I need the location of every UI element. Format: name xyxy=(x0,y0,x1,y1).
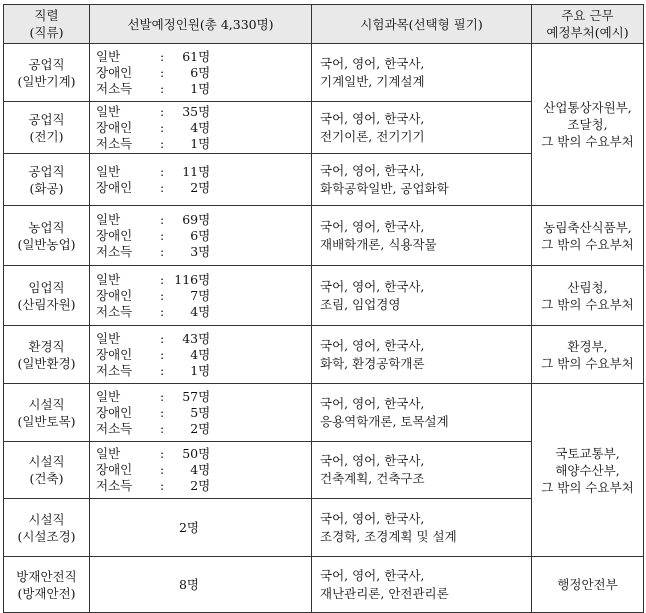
count-value: 2명 xyxy=(190,420,211,436)
subject-line: 조림, 임업경영 xyxy=(320,296,401,312)
exam-subjects-cell xyxy=(312,557,532,613)
count-line xyxy=(96,81,305,97)
job-series-text: (건축) xyxy=(29,471,64,486)
subject-line: 국어, 영어, 한국사, xyxy=(320,337,425,353)
job-series-text: 시설직 xyxy=(28,454,65,469)
count-colon: : xyxy=(160,478,165,493)
count-value: 4명 xyxy=(190,462,211,477)
subject-line: 국어, 영어, 한국사, xyxy=(320,567,425,583)
count-colon: : xyxy=(160,227,165,243)
subject-line: 국어, 영어, 한국사, xyxy=(320,395,425,411)
department-line: 해양수산부, xyxy=(555,462,620,478)
header-job-series xyxy=(4,5,90,44)
planned-count-cell: 2명 xyxy=(90,499,312,557)
job-series-text: (일반기계) xyxy=(17,73,76,89)
exam-subjects-cell xyxy=(312,326,532,384)
department-cell xyxy=(532,384,644,557)
department-cell xyxy=(532,44,644,206)
count-value: 50명 xyxy=(182,446,211,461)
subject-line: 재난관리론, 안전관리론 xyxy=(320,585,449,601)
exam-subjects-cell xyxy=(312,102,532,154)
department-cell xyxy=(532,206,644,266)
department-line: 그 밖의 수요부처 xyxy=(541,134,634,149)
job-series-text: 임업직 xyxy=(28,279,65,295)
count-line xyxy=(96,65,305,81)
planned-count-cell xyxy=(90,326,312,384)
count-line xyxy=(96,363,305,379)
job-series-cell xyxy=(4,102,90,154)
job-series-text: (산림자원) xyxy=(17,296,76,312)
count-label: 장애인 xyxy=(96,119,133,135)
count-label: 장애인 xyxy=(96,179,133,195)
count-line xyxy=(96,446,305,462)
subject-line: 국어, 영어, 한국사, xyxy=(320,218,425,234)
count-value: 4명 xyxy=(190,346,211,362)
count-label: 장애인 xyxy=(96,462,133,477)
subject-line: 전기이론, 전기기기 xyxy=(320,128,425,144)
count-value: 1명 xyxy=(190,362,211,378)
count-label: 일반 xyxy=(96,103,121,119)
count-colon: : xyxy=(160,330,165,346)
count-line xyxy=(96,347,305,363)
count-label: 장애인 xyxy=(96,404,133,420)
job-series-cell xyxy=(4,326,90,384)
count-line xyxy=(96,331,305,347)
count-colon: : xyxy=(160,271,165,287)
job-series-cell xyxy=(4,266,90,326)
count-label: 저소득 xyxy=(96,420,133,436)
job-series-text: 공업직 xyxy=(28,111,65,127)
count-colon: : xyxy=(160,346,165,362)
table-row xyxy=(4,206,644,266)
count-value: 4명 xyxy=(190,303,211,319)
subject-line: 재배학개론, 식용작물 xyxy=(320,236,437,252)
subject-line: 조경학, 조경계획 및 설계 xyxy=(320,528,457,544)
count-colon: : xyxy=(160,179,165,195)
count-label: 장애인 xyxy=(96,287,133,303)
count-colon: : xyxy=(160,103,165,119)
planned-count-cell xyxy=(90,384,312,442)
count-value: 43명 xyxy=(182,330,211,346)
job-series-text: 시설직 xyxy=(28,396,65,412)
department-line: 산림청, xyxy=(567,279,608,295)
count-colon: : xyxy=(160,80,165,96)
count-value: 69명 xyxy=(182,211,211,227)
planned-count-cell xyxy=(90,102,312,154)
count-line xyxy=(96,462,305,478)
count-colon: : xyxy=(160,462,165,477)
count-value: 7명 xyxy=(190,287,211,303)
count-line xyxy=(96,288,305,304)
count-colon: : xyxy=(160,163,165,179)
subject-line: 화학, 환경공학개론 xyxy=(320,355,425,371)
job-series-text: 공업직 xyxy=(28,56,65,72)
header-text: 예정부처(예시) xyxy=(546,25,629,40)
count-line xyxy=(96,136,305,152)
count-line xyxy=(96,405,305,421)
count-label: 일반 xyxy=(96,388,121,404)
planned-count-cell xyxy=(90,206,312,266)
table-header-row xyxy=(4,5,644,44)
department-line: 국토교통부, xyxy=(555,445,620,461)
table-row xyxy=(4,326,644,384)
count-label: 저소득 xyxy=(96,80,133,96)
table-row xyxy=(4,266,644,326)
department-line: 농림축산식품부, xyxy=(543,219,632,235)
count-value: 2명 xyxy=(190,179,211,195)
count-colon: : xyxy=(160,119,165,135)
subject-line: 국어, 영어, 한국사, xyxy=(320,162,425,178)
exam-subjects-cell xyxy=(312,206,532,266)
count-label: 일반 xyxy=(96,211,121,227)
count-label: 저소득 xyxy=(96,243,133,259)
count-colon: : xyxy=(160,388,165,404)
department-cell xyxy=(532,326,644,384)
count-label: 장애인 xyxy=(96,227,133,243)
count-line xyxy=(96,180,305,196)
subject-line: 국어, 영어, 한국사, xyxy=(320,55,425,71)
count-label: 장애인 xyxy=(96,346,133,362)
count-value: 3명 xyxy=(190,243,211,259)
job-series-text: (화공) xyxy=(29,180,64,196)
subject-line: 국어, 영어, 한국사, xyxy=(320,110,425,126)
department-line: 그 밖의 수요부처 xyxy=(541,355,634,371)
header-planned-count: 선발예정인원(총 4,330명) xyxy=(90,5,312,44)
subject-line: 국어, 영어, 한국사, xyxy=(320,278,425,294)
count-value: 35명 xyxy=(182,103,211,119)
subject-line: 국어, 영어, 한국사, xyxy=(320,510,425,526)
count-colon: : xyxy=(160,420,165,436)
job-series-cell xyxy=(4,384,90,442)
job-series-cell xyxy=(4,557,90,613)
exam-subjects-cell xyxy=(312,384,532,442)
department-cell xyxy=(532,266,644,326)
job-series-text: (전기) xyxy=(29,128,64,144)
job-series-text: 방재안전직 xyxy=(16,568,77,584)
job-series-text: (방재안전) xyxy=(17,585,76,601)
count-colon: : xyxy=(160,287,165,303)
count-value: 6명 xyxy=(190,64,211,80)
planned-count-cell xyxy=(90,44,312,102)
exam-subjects-cell xyxy=(312,44,532,102)
count-colon: : xyxy=(160,211,165,227)
subject-line: 응용역학개론, 토목설계 xyxy=(320,413,449,429)
department-line: 행정안전부 xyxy=(557,577,618,592)
job-series-text: (일반환경) xyxy=(17,355,76,371)
count-line xyxy=(96,478,305,494)
department-line: 조달청, xyxy=(567,117,608,132)
header-text: (직류) xyxy=(29,25,64,40)
job-series-text: 시설직 xyxy=(28,511,65,527)
count-value: 61명 xyxy=(182,48,211,64)
subject-line: 화학공학일반, 공업화학 xyxy=(320,180,449,196)
count-label: 일반 xyxy=(96,330,121,346)
department-line: 그 밖의 수요부처 xyxy=(541,236,634,252)
job-series-text: (일반농업) xyxy=(17,236,76,252)
count-value: 2명 xyxy=(190,478,211,493)
count-colon: : xyxy=(160,64,165,80)
count-line xyxy=(96,104,305,120)
count-value: 11명 xyxy=(182,163,211,179)
count-label: 저소득 xyxy=(96,362,133,378)
planned-count-cell: 8명 xyxy=(90,557,312,613)
count-line xyxy=(96,49,305,65)
count-line xyxy=(96,389,305,405)
job-series-cell xyxy=(4,442,90,499)
job-series-text: (일반토목) xyxy=(17,413,76,429)
planned-count-cell xyxy=(90,442,312,499)
header-exam-subjects: 시험과목(선택형 필기) xyxy=(312,5,532,44)
department-line: 그 밖의 수요부처 xyxy=(541,479,634,495)
table-row xyxy=(4,44,644,102)
job-series-cell xyxy=(4,154,90,206)
count-line xyxy=(96,244,305,260)
count-line xyxy=(96,228,305,244)
header-text: 주요 근무 xyxy=(561,8,614,23)
job-series-cell xyxy=(4,499,90,557)
count-value: 57명 xyxy=(182,388,211,404)
planned-count-cell xyxy=(90,154,312,206)
header-text: 직렬 xyxy=(34,8,59,23)
count-colon: : xyxy=(160,362,165,378)
count-line xyxy=(96,164,305,180)
count-label: 일반 xyxy=(96,163,121,179)
subject-line: 국어, 영어, 한국사, xyxy=(320,453,425,468)
recruitment-table xyxy=(3,4,644,613)
exam-subjects-cell xyxy=(312,154,532,206)
count-label: 저소득 xyxy=(96,478,133,493)
count-colon: : xyxy=(160,243,165,259)
count-label: 일반 xyxy=(96,48,121,64)
count-value: 116명 xyxy=(174,271,211,287)
job-series-cell xyxy=(4,44,90,102)
department-line: 환경부, xyxy=(567,338,608,354)
count-line xyxy=(96,272,305,288)
count-line xyxy=(96,421,305,437)
count-value: 1명 xyxy=(190,80,211,96)
count-colon: : xyxy=(160,303,165,319)
count-colon: : xyxy=(160,135,165,151)
planned-count-cell xyxy=(90,266,312,326)
table-row xyxy=(4,384,644,442)
count-colon: : xyxy=(160,48,165,64)
subject-line: 건축계획, 건축구조 xyxy=(320,471,425,486)
count-value: 4명 xyxy=(190,119,211,135)
job-series-text: 공업직 xyxy=(28,163,65,179)
exam-subjects-cell xyxy=(312,442,532,499)
job-series-text: 환경직 xyxy=(28,338,65,354)
table-row xyxy=(4,557,644,613)
count-value: 1명 xyxy=(190,135,211,151)
header-departments xyxy=(532,5,644,44)
exam-subjects-cell xyxy=(312,266,532,326)
job-series-cell xyxy=(4,206,90,266)
count-line xyxy=(96,212,305,228)
count-label: 장애인 xyxy=(96,64,133,80)
count-value: 6명 xyxy=(190,227,211,243)
department-line: 산업통상자원부, xyxy=(543,100,632,115)
count-label: 일반 xyxy=(96,446,121,461)
count-label: 저소득 xyxy=(96,135,133,151)
job-series-text: (시설조경) xyxy=(17,528,76,544)
count-colon: : xyxy=(160,404,165,420)
count-label: 일반 xyxy=(96,271,121,287)
count-line xyxy=(96,120,305,136)
count-colon: : xyxy=(160,446,165,461)
department-line: 그 밖의 수요부처 xyxy=(541,296,634,312)
count-line xyxy=(96,304,305,320)
job-series-text: 농업직 xyxy=(28,219,65,235)
count-value: 5명 xyxy=(190,404,211,420)
subject-line: 기계일반, 기계설계 xyxy=(320,73,425,89)
count-label: 저소득 xyxy=(96,303,133,319)
exam-subjects-cell xyxy=(312,499,532,557)
department-cell xyxy=(532,557,644,613)
